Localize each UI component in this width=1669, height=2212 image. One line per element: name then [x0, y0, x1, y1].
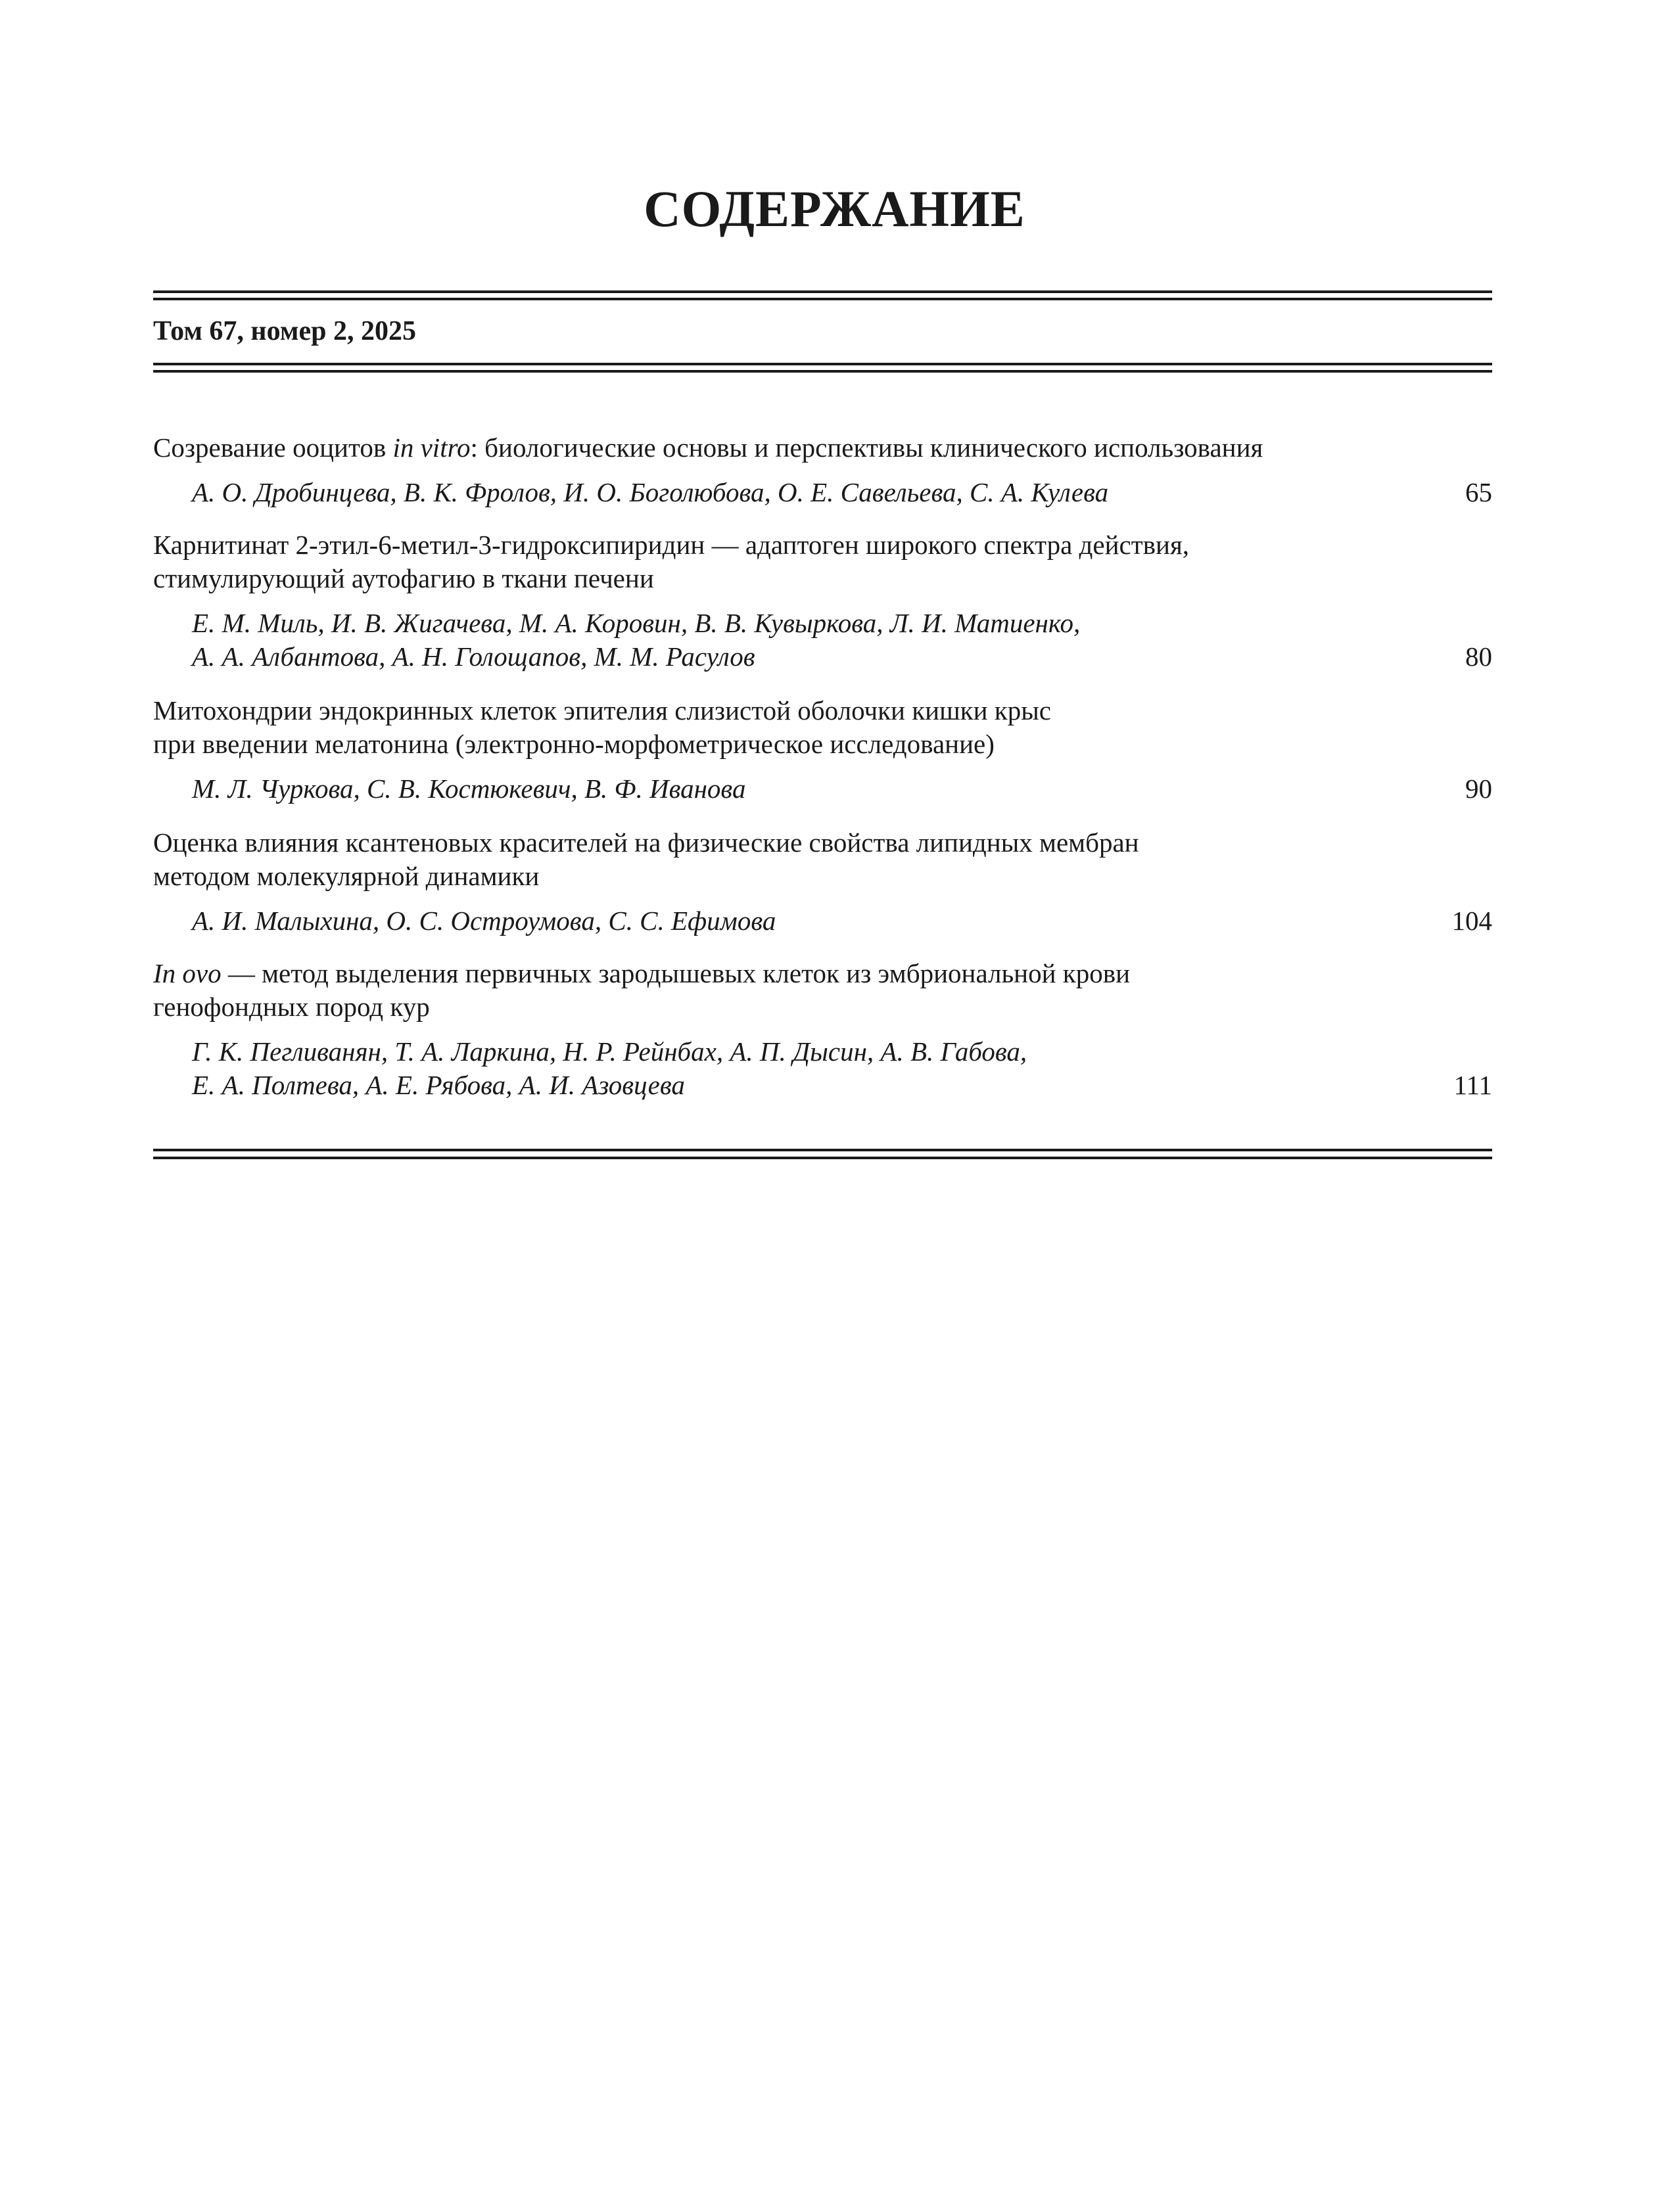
title-text: при введении мелатонина (электронно-морфометрическое исследование): [153, 729, 995, 759]
divider: [153, 298, 1492, 300]
title-text: : биологические основы и перспективы клинического использования: [470, 432, 1263, 463]
italic-term: in vitro: [392, 432, 471, 463]
toc-entry[interactable]: [153, 431, 1492, 509]
authors: [153, 904, 1492, 938]
title-text: Митохондрии эндокринных клеток эпителия слизистой оболочки кишки крыс: [153, 695, 1051, 726]
article-title-line: [153, 860, 1492, 893]
authors: [153, 1035, 1492, 1102]
toc-entry[interactable]: [153, 694, 1492, 806]
divider: [153, 1157, 1492, 1159]
title-text: стимулирующий аутофагию в ткани печени: [153, 563, 654, 593]
page-title: СОДЕРЖАНИЕ: [644, 180, 1025, 237]
title-text: Карнитинат 2-этил-6-метил-3-гидроксипиридин — адаптоген широкого спектра действия,: [153, 530, 1190, 560]
issue-info: Том 67, номер 2, 2025: [153, 316, 416, 346]
author-line: А. О. Дробинцева, В. К. Фролов, И. О. Боголюбова, О. Е. Савельева, С. А. Кулева: [192, 477, 1109, 507]
article-title-line: [153, 694, 1492, 727]
article-title-line: [153, 826, 1492, 860]
title-text: генофондных пород кур: [153, 992, 430, 1022]
authors: [153, 476, 1492, 509]
article-title-line: [153, 957, 1492, 990]
page-number: 65: [1465, 477, 1492, 507]
title-text: Созревание ооцитов: [153, 432, 393, 463]
title-text: методом молекулярной динамики: [153, 861, 540, 891]
italic-term: In ovo: [153, 958, 222, 988]
authors: [153, 607, 1492, 674]
divider: [153, 290, 1492, 293]
author-line: Е. А. Полтева, А. Е. Рябова, А. И. Азовцева: [192, 1070, 685, 1100]
author-line: А. И. Малыхина, О. С. Остроумова, С. С. Ефимова: [192, 906, 776, 936]
authors: [153, 772, 1492, 806]
toc-entry[interactable]: [153, 528, 1492, 674]
title-text: Оценка влияния ксантеновых красителей на физические свойства липидных мембран: [153, 827, 1139, 858]
author-line: А. А. Албантова, А. Н. Голощапов, М. М. Расулов: [192, 641, 755, 672]
author-line: Г. К. Пегливанян, Т. А. Ларкина, Н. Р. Рейнбах, А. П. Дысин, А. В. Габова,: [192, 1036, 1027, 1067]
page-number: 90: [1465, 773, 1492, 804]
article-title-line: [153, 528, 1492, 562]
article-title-line: [153, 431, 1492, 465]
author-line: Е. М. Миль, И. В. Жигачева, М. А. Коровин, В. В. Кувыркова, Л. И. Матиенко,: [192, 608, 1081, 638]
author-line: М. Л. Чуркова, С. В. Костюкевич, В. Ф. Иванова: [192, 773, 746, 804]
divider: [153, 1149, 1492, 1151]
divider: [153, 363, 1492, 365]
title-text: — метод выделения первичных зародышевых клеток из эмбриональной крови: [221, 958, 1131, 988]
toc-entry[interactable]: [153, 826, 1492, 938]
page-number: 111: [1453, 1070, 1492, 1100]
page-number: 80: [1465, 641, 1492, 672]
divider: [153, 370, 1492, 373]
page-number: 104: [1451, 906, 1492, 936]
article-title-line: [153, 727, 1492, 761]
article-title-line: [153, 990, 1492, 1024]
toc-entry[interactable]: [153, 957, 1492, 1102]
article-title-line: [153, 562, 1492, 595]
